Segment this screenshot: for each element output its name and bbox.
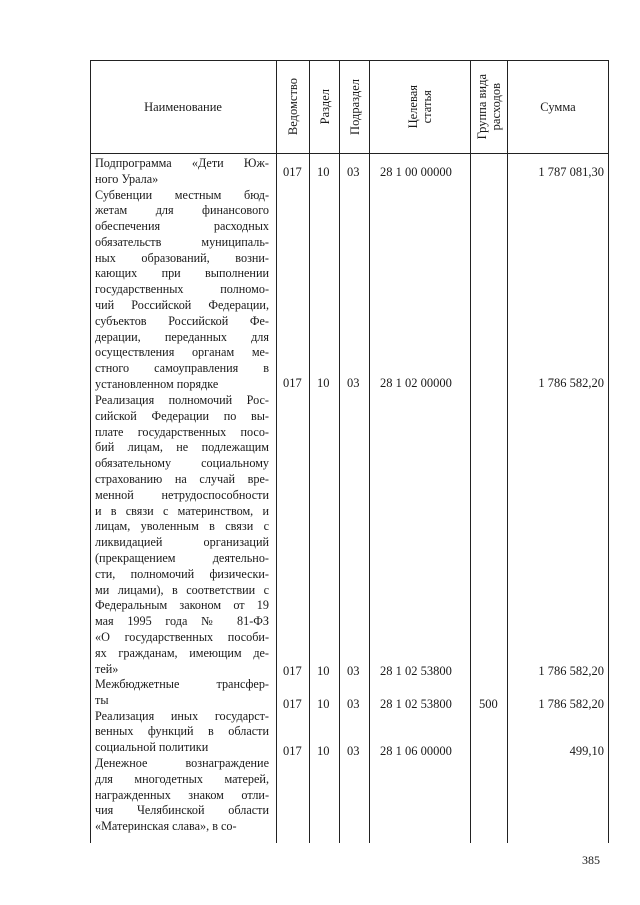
name-line: Подпрограмма «Дети Юж- [95, 156, 269, 170]
row-3-amount: 1 786 582,20 [538, 664, 604, 678]
row-3-department: 017 [283, 664, 302, 678]
header-amount [508, 61, 608, 153]
column-divider [339, 60, 340, 843]
name-line: «Материнская слава», в со- [95, 819, 237, 834]
column-divider [470, 60, 471, 843]
name-line: сийской Федерации по вы- [95, 408, 269, 423]
column-divider [276, 60, 277, 843]
row-4-amount: 1 786 582,20 [538, 697, 604, 711]
header-subsection [340, 61, 369, 153]
table-right-border [608, 60, 609, 843]
name-line: кающих при выполнении [95, 266, 269, 281]
name-line: обязательств муниципаль- [95, 234, 269, 249]
name-line: награжденных знаком отли- [95, 787, 269, 802]
header-target-item [370, 61, 470, 153]
name-line: менной нетрудоспособности [95, 487, 269, 502]
name-line: жетам для финансового [95, 203, 269, 218]
name-line: «О государственных пособи- [95, 629, 269, 644]
column-divider [369, 60, 370, 843]
row-2-section: 10 [317, 376, 330, 390]
row-5-section: 10 [317, 744, 330, 758]
name-line: Федеральным законом от 19 [95, 598, 269, 613]
page-number: 385 [582, 853, 600, 867]
name-line: ных образований, возни- [95, 250, 269, 265]
name-line: Реализация иных государст- [95, 708, 269, 723]
name-line: чия Челябинской области [95, 803, 269, 818]
row-4-group: 500 [479, 697, 498, 711]
header-target-item-label: Целевая статья [406, 85, 434, 129]
name-line: обязательному социальному [95, 456, 269, 471]
header-amount-label: Сумма [540, 100, 576, 114]
name-line: страхованию на случай вре- [95, 471, 269, 486]
row-2-department: 017 [283, 376, 302, 390]
row-4-subsection: 03 [347, 697, 360, 711]
header-name-label: Наименование [144, 100, 222, 114]
name-line: ного Урала» [95, 171, 159, 186]
row-1-target: 28 1 00 00000 [380, 165, 452, 179]
header-bottom-border [90, 153, 609, 154]
name-line: Межбюджетные трансфер- [95, 677, 269, 691]
row-2-name [95, 188, 269, 393]
row-5-target: 28 1 06 00000 [380, 744, 452, 758]
name-line: субъектов Российской Фе- [95, 313, 269, 328]
name-line: Субвенции местным бюд- [95, 187, 269, 202]
row-5-department: 017 [283, 744, 302, 758]
name-line: (прекращением деятельно- [95, 550, 269, 565]
header-expense-group [471, 61, 507, 153]
name-line: ты [95, 692, 109, 707]
header-section [310, 61, 339, 153]
row-5-subsection: 03 [347, 744, 360, 758]
name-line: лицам, уволенным в связи с [95, 519, 269, 534]
row-2-amount: 1 786 582,20 [538, 376, 604, 390]
row-4-section: 10 [317, 697, 330, 711]
name-line: ях гражданам, имеющим де- [95, 645, 269, 660]
row-1-subsection: 03 [347, 165, 360, 179]
row-6-name [95, 756, 269, 835]
header-department-label: Ведомство [286, 78, 300, 136]
name-line: и в связи с материнством, и [95, 503, 269, 518]
name-line: чий Российской Федерации, [95, 298, 269, 313]
header-name [90, 61, 276, 153]
name-line: сти, полномочий физически- [95, 566, 269, 581]
name-line: для многодетных матерей, [95, 771, 269, 786]
row-1-amount: 1 787 081,30 [538, 165, 604, 179]
name-line: тей» [95, 661, 119, 676]
row-4-name [95, 677, 269, 709]
name-line: плате государственных посо- [95, 424, 269, 439]
name-line: установленном порядке [95, 377, 219, 392]
row-2-target: 28 1 02 00000 [380, 376, 452, 390]
name-line: Реализация полномочий Рос- [95, 393, 269, 407]
table-left-border [90, 60, 91, 843]
name-line: ликвидацией организаций [95, 535, 269, 550]
name-line: государственных полномо- [95, 282, 269, 297]
row-4-target: 28 1 02 53800 [380, 697, 452, 711]
name-line: бий лицам, не подлежащим [95, 440, 269, 455]
row-1-section: 10 [317, 165, 330, 179]
header-subsection-label: Подраздел [347, 79, 362, 135]
row-1-name [95, 156, 269, 188]
row-3-target: 28 1 02 53800 [380, 664, 452, 678]
row-5-name [95, 709, 269, 756]
row-3-subsection: 03 [347, 664, 360, 678]
row-4-department: 017 [283, 697, 302, 711]
row-2-subsection: 03 [347, 376, 360, 390]
header-section-label: Раздел [317, 89, 332, 125]
name-line: ми лицами), в соответствии с [95, 582, 269, 597]
header-department [277, 61, 309, 153]
name-line: обеспечения расходных [95, 219, 269, 234]
name-line: осуществления органам ме- [95, 345, 269, 360]
name-line: дерации, переданных для [95, 329, 269, 344]
name-line: стного самоуправления в [95, 361, 269, 376]
name-line: венных функций в области [95, 724, 269, 739]
row-1-department: 017 [283, 165, 302, 179]
row-3-name [95, 393, 269, 677]
name-line: социальной политики [95, 740, 209, 755]
column-divider [309, 60, 310, 843]
header-expense-group-label: Группа вида расходов [475, 74, 503, 140]
row-3-section: 10 [317, 664, 330, 678]
name-line: мая 1995 года № 81-ФЗ [95, 614, 269, 629]
name-line: Денежное вознаграждение [95, 756, 269, 770]
row-5-amount: 499,10 [569, 744, 604, 758]
